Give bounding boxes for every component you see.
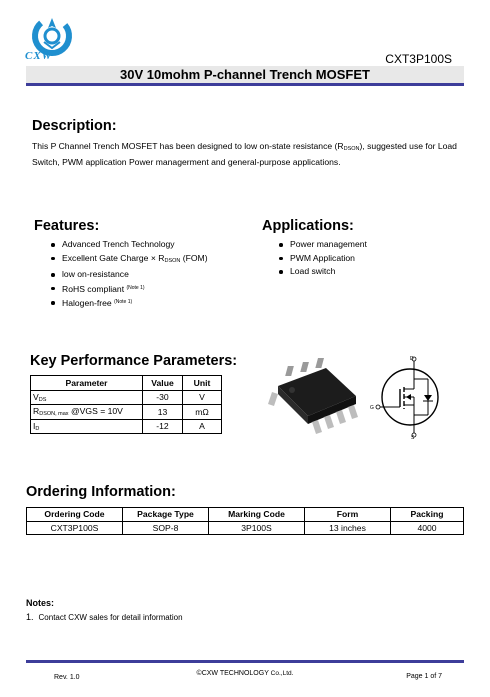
table-row (31, 390, 222, 405)
applications-heading: Applications: (262, 218, 354, 234)
description-text: This P Channel Trench MOSFET has been designed to low on-state resistance (RDSON), suggested use for Load Switch, PWM application Power managerment and general-purpose applications. (32, 141, 457, 167)
part-number: CXT3P100S (385, 52, 452, 66)
document-title: 30V 10mohm P-channel Trench MOSFET (26, 66, 464, 86)
table-cell: 3P100S (209, 521, 305, 535)
column-header: Unit (183, 376, 222, 391)
mosfet-schematic-icon (370, 355, 448, 439)
list-item: PWM Application (276, 252, 367, 266)
table-header-row (31, 376, 222, 391)
source-label: S (411, 435, 415, 439)
unit-cell: A (183, 419, 222, 434)
notes-heading: Notes: (26, 598, 55, 608)
param-cell: VDS (31, 390, 143, 405)
value-cell: -30 (143, 390, 183, 405)
copyright: ©CXW TECHNOLOGY Co.,Ltd. (196, 670, 294, 677)
table-row (31, 419, 222, 434)
ordering-heading: Ordering Information: (26, 484, 176, 500)
table-row (31, 405, 222, 420)
note-item: 1. Contact CXW sales for detail information (26, 612, 183, 622)
sop8-package-image (268, 358, 362, 438)
table-cell: SOP-8 (123, 521, 209, 535)
applications-list (276, 238, 367, 279)
logo-text: CXW (25, 50, 53, 62)
features-list (48, 238, 208, 311)
features-heading: Features: (34, 218, 100, 234)
list-item: Halogen-free $^{(Note 1)}$ (48, 296, 208, 311)
param-cell: ID (31, 419, 143, 434)
gate-label: G (370, 405, 374, 411)
unit-cell: V (183, 390, 222, 405)
list-item: low on-resistance (48, 268, 208, 282)
list-item: Power management (276, 238, 367, 252)
column-header: Package Type (123, 508, 209, 522)
key-params-heading: Key Performance Parameters: (30, 353, 238, 369)
column-header: Marking Code (209, 508, 305, 522)
ordering-table (26, 507, 464, 535)
value-cell: 13 (143, 405, 183, 420)
list-item: Advanced Trench Technology (48, 238, 208, 252)
list-item: RoHS compliant $^{(Note 1)}$ (48, 282, 208, 297)
revision-label: Rev. 1.0 (54, 674, 80, 681)
table-header-row (27, 508, 464, 522)
column-header: Parameter (31, 376, 143, 391)
table-cell: CXT3P100S (27, 521, 123, 535)
param-cell: RDSON, max @VGS = 10V (31, 405, 143, 420)
footer-divider (26, 660, 464, 663)
table-row (27, 521, 464, 535)
list-item: Excellent Gate Charge × RDSON (FOM) (48, 252, 208, 269)
list-item: Load switch (276, 265, 367, 279)
column-header: Value (143, 376, 183, 391)
unit-cell: mΩ (183, 405, 222, 420)
description-heading: Description: (32, 118, 117, 134)
column-header: Ordering Code (27, 508, 123, 522)
key-params-table (30, 375, 222, 434)
table-cell: 4000 (391, 521, 464, 535)
column-header: Form (305, 508, 391, 522)
drain-label: D (410, 356, 414, 362)
value-cell: -12 (143, 419, 183, 434)
table-cell: 13 inches (305, 521, 391, 535)
column-header: Packing (391, 508, 464, 522)
page-number: Page 1 of 7 (406, 673, 442, 680)
